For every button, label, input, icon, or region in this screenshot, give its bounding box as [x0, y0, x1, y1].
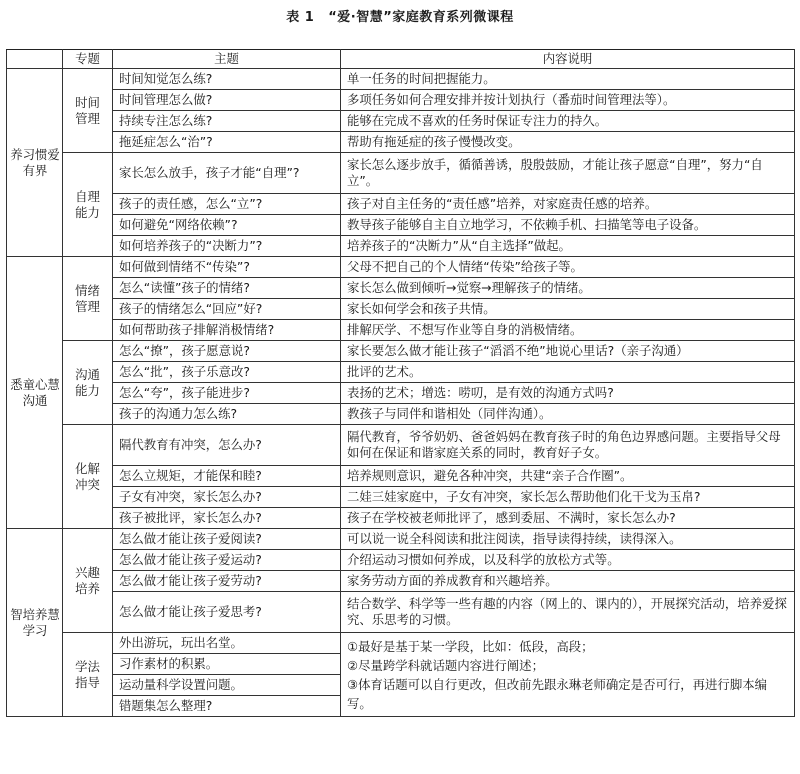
header-cell-blank	[7, 50, 63, 69]
description-cell: 教孩子与同伴和谐相处（同伴沟通）。	[341, 404, 795, 425]
table-row	[7, 69, 795, 90]
category-cell: 养习惯爱有界	[7, 69, 63, 257]
note-line: ①最好是基于某一学段，比如：低段，高段；	[347, 638, 594, 654]
group-cell: 沟通能力	[63, 341, 113, 425]
header-cell-topic-area: 专题	[63, 50, 113, 69]
group-cell: 学法指导	[63, 633, 113, 717]
topic-cell: 如何避免“网络依赖”?	[113, 215, 341, 236]
category-cell: 智培养慧学习	[7, 529, 63, 717]
table-row	[7, 257, 795, 278]
topic-cell: 如何培养孩子的“决断力”?	[113, 236, 341, 257]
topic-cell: 怎么“撩”，孩子愿意说?	[113, 341, 341, 362]
table-row	[7, 132, 795, 153]
table-row	[7, 404, 795, 425]
table-row	[7, 633, 795, 654]
topic-cell: 怎么“读懂”孩子的情绪?	[113, 278, 341, 299]
description-cell: 排解厌学、不想写作业等自身的消极情绪。	[341, 320, 795, 341]
topic-cell: 外出游玩，玩出名堂。	[113, 633, 341, 654]
topic-cell: 怎么做才能让孩子爱阅读?	[113, 529, 341, 550]
table-row	[7, 111, 795, 132]
topic-cell: 拖延症怎么“治”?	[113, 132, 341, 153]
description-cell: 表扬的艺术；增选：唠叨，是有效的沟通方式吗?	[341, 383, 795, 404]
table-title: “爱·智慧”家庭教育系列微课程	[328, 10, 514, 25]
table-caption	[0, 6, 800, 25]
table-row	[7, 425, 795, 466]
description-cell: 单一任务的时间把握能力。	[341, 69, 795, 90]
description-cell: 孩子在学校被老师批评了，感到委屈、不满时，家长怎么办?	[341, 508, 795, 529]
topic-cell: 时间知觉怎么练?	[113, 69, 341, 90]
table-row	[7, 278, 795, 299]
table-row	[7, 90, 795, 111]
group-cell: 兴趣培养	[63, 529, 113, 633]
description-cell: 帮助有拖延症的孩子慢慢改变。	[341, 132, 795, 153]
table-row	[7, 529, 795, 550]
table-row	[7, 299, 795, 320]
note-line: ②尽量跨学科就话题内容进行阐述；	[347, 657, 544, 673]
table-row	[7, 153, 795, 194]
topic-cell: 家长怎么放手，孩子才能“自理”?	[113, 153, 341, 194]
group-cell: 情绪管理	[63, 257, 113, 341]
topic-cell: 孩子的情绪怎么“回应”好?	[113, 299, 341, 320]
table-row	[7, 383, 795, 404]
header-cell-theme: 主题	[113, 50, 341, 69]
description-cell: 多项任务如何合理安排并按计划执行（番茄时间管理法等）。	[341, 90, 795, 111]
description-cell: 家长怎么逐步放手，循循善诱，殷殷鼓励，才能让孩子愿意“自理”，努力“自立”。	[341, 153, 795, 194]
topic-cell: 运动量科学设置问题。	[113, 675, 341, 696]
group-cell: 化解冲突	[63, 425, 113, 529]
topic-cell: 习作素材的积累。	[113, 654, 341, 675]
description-cell: 家长如何学会和孩子共情。	[341, 299, 795, 320]
topic-cell: 如何帮助孩子排解消极情绪?	[113, 320, 341, 341]
topic-cell: 子女有冲突，家长怎么办?	[113, 487, 341, 508]
description-cell: 批评的艺术。	[341, 362, 795, 383]
course-table	[6, 49, 795, 717]
group-cell: 自理能力	[63, 153, 113, 257]
table-row	[7, 236, 795, 257]
description-cell: 家长要怎么做才能让孩子“滔滔不绝”地说心里话?（亲子沟通）	[341, 341, 795, 362]
description-cell: 孩子对自主任务的“责任感”培养，对家庭责任感的培养。	[341, 194, 795, 215]
topic-cell: 怎么立规矩，才能保和睦?	[113, 466, 341, 487]
group-cell: 时间管理	[63, 69, 113, 153]
topic-cell: 怎么“批”，孩子乐意改?	[113, 362, 341, 383]
table-row	[7, 466, 795, 487]
topic-cell: 怎么做才能让孩子爱劳动?	[113, 571, 341, 592]
topic-cell: 如何做到情绪不“传染”?	[113, 257, 341, 278]
table-row	[7, 487, 795, 508]
description-cell: 培养孩子的“决断力”从“自主选择”做起。	[341, 236, 795, 257]
description-cell: 父母不把自己的个人情绪“传染”给孩子等。	[341, 257, 795, 278]
table-row	[7, 194, 795, 215]
topic-cell: 孩子的责任感，怎么“立”?	[113, 194, 341, 215]
topic-cell: 怎么“夸”，孩子能进步?	[113, 383, 341, 404]
table-row	[7, 215, 795, 236]
description-cell: 家务劳动方面的养成教育和兴趣培养。	[341, 571, 795, 592]
table-row	[7, 362, 795, 383]
topic-cell: 怎么做才能让孩子爱思考?	[113, 592, 341, 633]
table-row	[7, 571, 795, 592]
topic-cell: 持续专注怎么练?	[113, 111, 341, 132]
table-number: 表 1	[286, 10, 315, 25]
description-cell: 教导孩子能够自主自立地学习，不依赖手机、扫描笔等电子设备。	[341, 215, 795, 236]
table-row	[7, 341, 795, 362]
topic-cell: 错题集怎么整理?	[113, 696, 341, 717]
table-row	[7, 508, 795, 529]
topic-cell: 孩子被批评，家长怎么办?	[113, 508, 341, 529]
note-line: ③体育话题可以自行更改，但改前先跟永琳老师确定是否可行，再进行脚本编写。	[347, 676, 767, 711]
category-cell: 悉童心慧沟通	[7, 257, 63, 529]
description-cell: 二娃三娃家庭中，子女有冲突，家长怎么帮助他们化干戈为玉帛?	[341, 487, 795, 508]
description-cell: 能够在完成不喜欢的任务时保证专注力的持久。	[341, 111, 795, 132]
topic-cell: 时间管理怎么做?	[113, 90, 341, 111]
topic-cell: 怎么做才能让孩子爱运动?	[113, 550, 341, 571]
description-cell: 介绍运动习惯如何养成，以及科学的放松方式等。	[341, 550, 795, 571]
topic-cell: 孩子的沟通力怎么练?	[113, 404, 341, 425]
description-cell: 结合数学、科学等一些有趣的内容（网上的、课内的），开展探究活动，培养爱探究、乐思考的习惯。	[341, 592, 795, 633]
description-cell: 培养规则意识，避免各种冲突，共建“亲子合作圈”。	[341, 466, 795, 487]
table-row	[7, 550, 795, 571]
merged-description-cell	[341, 633, 795, 717]
description-cell: 家长怎么做到倾听→觉察→理解孩子的情绪。	[341, 278, 795, 299]
topic-cell: 隔代教育有冲突，怎么办?	[113, 425, 341, 466]
header-row	[7, 50, 795, 69]
table-row	[7, 320, 795, 341]
table-row	[7, 592, 795, 633]
header-cell-description: 内容说明	[341, 50, 795, 69]
description-cell: 隔代教育，爷爷奶奶、爸爸妈妈在教育孩子时的角色边界感问题。主要指导父母如何在保证和谐家庭关系的同时，教育好子女。	[341, 425, 795, 466]
description-cell: 可以说一说全科阅读和批注阅读，指导读得持续，读得深入。	[341, 529, 795, 550]
